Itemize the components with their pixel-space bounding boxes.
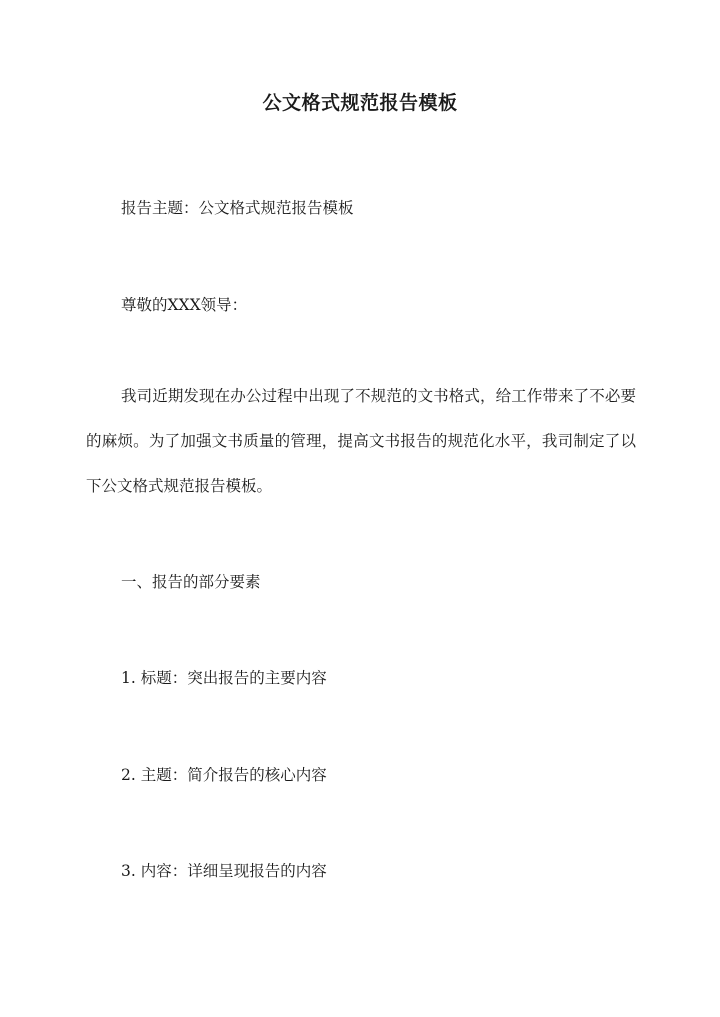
list-item-2: 2. 主题：简介报告的核心内容	[121, 766, 327, 784]
section-heading: 一、报告的部分要素	[121, 573, 261, 591]
subject-line: 报告主题：公文格式规范报告模板	[121, 199, 354, 217]
intro-paragraph: 我司近期发现在办公过程中出现了不规范的文书格式，给工作带来了不必要的麻烦。为了加强文书质量的管理，提高文书报告的规范化水平，我司制定了以下公文格式规范报告模板。	[86, 387, 636, 495]
document-title: 公文格式规范报告模板	[262, 92, 458, 114]
list-item-3: 3. 内容：详细呈现报告的内容	[121, 862, 327, 880]
list-item-1: 1. 标题：突出报告的主要内容	[121, 669, 327, 687]
salutation: 尊敬的XXX领导：	[121, 296, 248, 314]
